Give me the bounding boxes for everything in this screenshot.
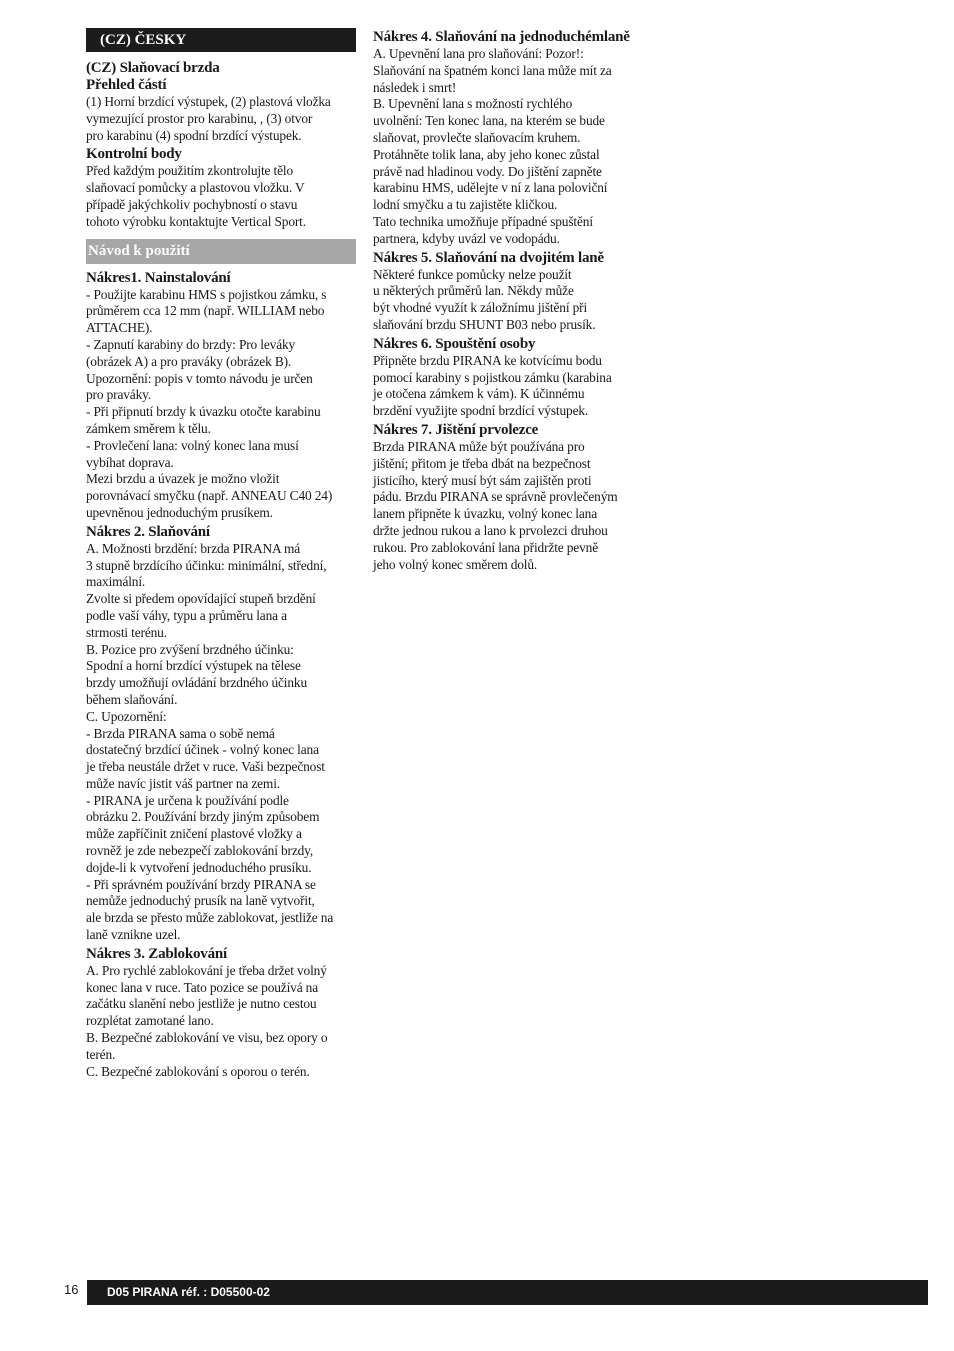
left-column	[86, 28, 356, 1082]
text-line: podle vaší váhy, typu a průměru lana a	[86, 607, 287, 623]
text-line: A. Pro rychlé zablokování je třeba držet volný	[86, 962, 327, 978]
text-line: vybíhat doprava.	[86, 454, 174, 470]
text-line: následek i smrt!	[373, 79, 457, 95]
text-line: uvolnění: Ten konec lana, na kterém se bude	[373, 113, 605, 129]
fig3-text	[86, 963, 356, 1081]
text-line: může navíc jistit váš partner na zemi.	[86, 775, 280, 791]
text-line: Upozornění: popis v tomto návodu je určen	[86, 370, 313, 386]
text-line: jisticího, který musí být sám zajištěn proti	[373, 472, 592, 488]
text-line: slaňovat, provlečte slaňovacím kruhem.	[373, 129, 581, 145]
text-line: Protáhněte tolik lana, aby jeho konec zůstal	[373, 146, 600, 162]
text-line: ale brzda se přesto může zablokovat, jestliže na	[86, 910, 334, 926]
text-line: obrázku 2. Používání brzdy jiným způsobem	[86, 809, 320, 825]
text-line: ATTACHE).	[86, 320, 153, 336]
text-line: právě nad hladinou vody. Do jištění zapněte	[373, 163, 602, 179]
text-line: terén.	[86, 1046, 116, 1062]
text-line: jištění; přitom je třeba dbát na bezpečnost	[373, 455, 591, 471]
fig7-text	[373, 439, 641, 573]
text-line: B. Pozice pro zvýšení brzdného účinku:	[86, 641, 294, 657]
text-line: (obrázek A) a pro praváky (obrázek B).	[86, 353, 292, 369]
text-line: slaňování brzdu SHUNT B03 nebo prusík.	[373, 316, 596, 332]
text-line: během slaňování.	[86, 691, 178, 707]
text-line: rovněž je zde nebezpečí zablokování brzdy,	[86, 843, 314, 859]
language-header-bar: (CZ) ČESKY	[86, 28, 356, 52]
text-line: je otočena zámkem k vám). K účinnému	[373, 386, 585, 402]
text-line: Spodní a horní brzdící výstupek na tělese	[86, 658, 301, 674]
text-line: - Brzda PIRANA sama o sobě nemá	[86, 725, 275, 741]
fig2-heading: Nákres 2. Slaňování	[86, 523, 210, 540]
text-line: B. Bezpečné zablokování ve visu, bez opory o	[86, 1030, 328, 1046]
text-line: laně	[603, 29, 630, 45]
document-title: (CZ) Slaňovací brzda	[86, 60, 220, 76]
fig6-text	[373, 353, 641, 420]
check-text	[86, 163, 356, 230]
fig4-text	[373, 46, 641, 248]
text-line: pro karabinu (4) spodní brzdící výstupek.	[86, 127, 302, 143]
text-line: Nákres 4. Slaňování na jednoduchém	[373, 29, 604, 45]
text-line: začátku slanění nebo jestliže je nutno cestou	[86, 996, 317, 1012]
page-number: 16	[64, 1282, 79, 1297]
text-line: - Použijte karabinu HMS s pojistkou zámku, s	[86, 286, 327, 302]
text-line: slaňovací pomůcky a plastovou vložku. V	[86, 180, 305, 196]
text-line: nemůže jednoduchý prusík na laně vytvořit,	[86, 893, 315, 909]
text-line: strmosti terénu.	[86, 624, 167, 640]
text-line: lodní smyčku a tu zajistěte kličkou.	[373, 197, 558, 213]
text-line: B. Upevnění lana s možností rychlého	[373, 96, 573, 112]
text-line: být vhodné využít k záložnímu jištění při	[373, 300, 588, 316]
text-line: brzdění využijte spodní brzdící výstupek.	[373, 403, 589, 419]
text-line: laně vznikne uzel.	[86, 927, 181, 943]
fig5-text	[373, 267, 641, 334]
fig7-heading: Nákres 7. Jištění prvolezce	[373, 421, 539, 438]
fig3-heading: Nákres 3. Zablokování	[86, 945, 227, 962]
text-line: pomocí karabiny s pojistkou zámku (karabina	[373, 369, 612, 385]
text-line: u některých průměrů lan. Někdy může	[373, 283, 574, 299]
text-line: maximální.	[86, 574, 146, 590]
text-line: Zvolte si předem opovídající stupeň brzdění	[86, 591, 316, 607]
text-line: - Při připnutí brzdy k úvazku otočte karabinu	[86, 404, 321, 420]
text-line: partnera, kdyby uvázl ve vodopádu.	[373, 230, 560, 246]
parts-text	[86, 94, 356, 144]
text-line: karabinu HMS, udělejte v ní z lana poloviční	[373, 180, 608, 196]
text-line: zámkem směrem k tělu.	[86, 420, 211, 436]
text-line: - Provlečení lana: volný konec lana musí	[86, 437, 299, 453]
text-line: konec lana v ruce. Tato pozice se používá na	[86, 979, 319, 995]
text-line: A. Možnosti brzdění: brzda PIRANA má	[86, 540, 301, 556]
fig1-heading: Nákres1. Nainstalování	[86, 269, 231, 286]
text-line: průměrem cca 12 mm (např. WILLIAM nebo	[86, 303, 325, 319]
text-line: tohoto výrobku kontaktujte Vertical Sport.	[86, 213, 306, 229]
text-line: 3 stupně brzdícího účinku: minimální, střední,	[86, 557, 327, 573]
text-line: - PIRANA je určena k používání podle	[86, 792, 289, 808]
text-line: Slaňování na špatném konci lana může mít za	[373, 62, 612, 78]
parts-heading: Přehled částí	[86, 77, 167, 93]
text-line: pádu. Brzdu PIRANA se správně provlečeným	[373, 489, 618, 505]
text-line: Před každým použitím zkontrolujte tělo	[86, 163, 294, 179]
text-line: držte jednou rukou a lano k prvolezci druhou	[373, 522, 608, 538]
text-line: - Zapnutí karabiny do brzdy: Pro leváky	[86, 336, 296, 352]
usage-section-bar: Návod k použití	[86, 239, 356, 264]
fig2-text	[86, 541, 356, 944]
fig6-heading: Nákres 6. Spouštění osoby	[373, 335, 536, 352]
text-line: Některé funkce pomůcky nelze použít	[373, 266, 572, 282]
text-line: je třeba neustále držet v ruce. Vaši bezpečnost	[86, 759, 325, 775]
fig4-heading	[373, 29, 641, 46]
check-heading: Kontrolní body	[86, 146, 182, 163]
text-line: případě jakýchkoliv pochybností o stavu	[86, 196, 298, 212]
text-line: může zapříčinit zničení plastové vložky a	[86, 826, 302, 842]
text-line: pro praváky.	[86, 387, 152, 403]
text-line: C. Bezpečné zablokování s oporou o terén.	[86, 1063, 310, 1079]
right-column	[373, 29, 641, 575]
text-line: rukou. Pro zablokování lana přidržte pevně	[373, 539, 598, 555]
text-line: - Při správném používání brzdy PIRANA se	[86, 876, 316, 892]
text-line: (1) Horní brzdící výstupek, (2) plastová vložka	[86, 94, 331, 109]
fig1-text	[86, 287, 356, 522]
text-line: dostatečný brzdící účinek - volný konec lana	[86, 742, 319, 758]
text-line: Tato technika umožňuje případné spuštění	[373, 213, 593, 229]
text-line: upevněnou jednoduchým prusíkem.	[86, 504, 273, 520]
text-line: A. Upevnění lana pro slaňování: Pozor!:	[373, 46, 584, 61]
text-line: brzdy umožňují ovládání brzdného účinku	[86, 675, 307, 691]
text-line: lanem připněte k úvazku, volný konec lana	[373, 506, 598, 522]
text-line: Brzda PIRANA může být používána pro	[373, 438, 585, 454]
text-line: dojde-li k vytvoření jednoduchého prusíku.	[86, 859, 312, 875]
text-line: jeho volný konec směrem dolů.	[373, 556, 538, 572]
text-line: C. Upozornění:	[86, 708, 167, 724]
text-line: Připněte brzdu PIRANA ke kotvícímu bodu	[373, 352, 602, 368]
text-line: vymezující prostor pro karabinu, , (3) otvor	[86, 110, 313, 126]
document-reference-bar: D05 PIRANA réf. : D05500-02	[87, 1280, 928, 1305]
text-line: porovnávací smyčku (např. ANNEAU C40 24)	[86, 488, 333, 504]
text-line: rozplétat zamotané lano.	[86, 1013, 214, 1029]
fig5-heading: Nákres 5. Slaňování na dvojitém laně	[373, 249, 604, 266]
text-line: Mezi brzdu a úvazek je možno vložit	[86, 471, 280, 487]
